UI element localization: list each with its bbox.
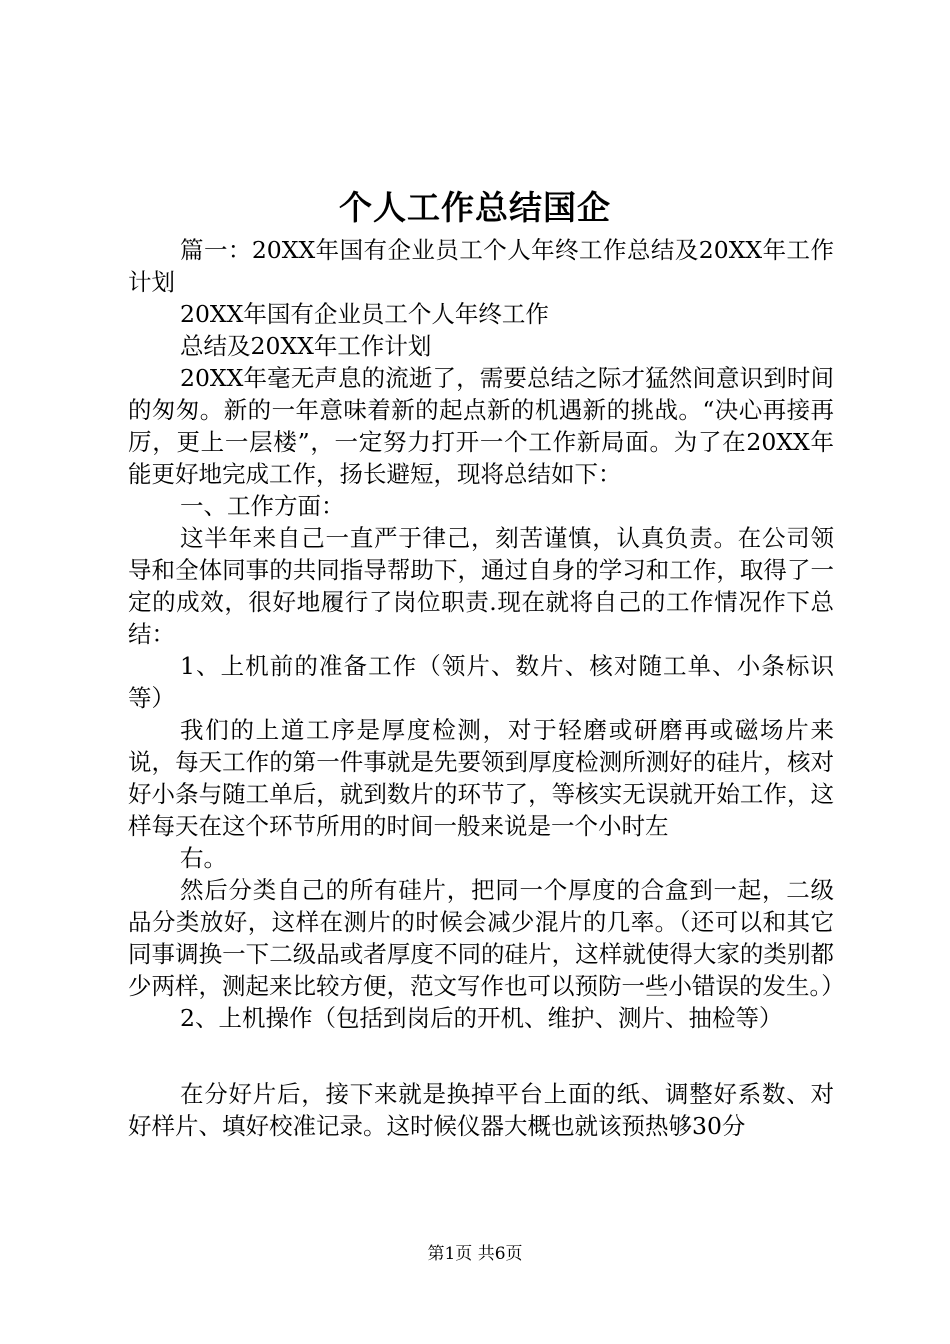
paragraph-subtitle-1: 20XX年国有企业员工个人年终工作 — [180, 300, 549, 328]
document-title: 个人工作总结国企 — [339, 188, 611, 227]
paragraph-subtitle-2: 总结及20XX年工作计划 — [180, 332, 432, 360]
paragraph-prep-continuation: 右。 — [180, 844, 227, 872]
subsection-heading-operation: 2、上机操作（包括到岗后的开机、维护、测片、抽检等） — [180, 1004, 783, 1032]
paragraph-work-summary: 这半年来自己一直严于律己，刻苦谨慎，认真负责。在公司领导和全体同事的共同指导帮助下，通过自身的学习和工作，取得了一定的成效，很好地履行了岗位职责.现在就将自己的工作情况作下总结： — [128, 524, 834, 648]
paragraph-heading-1: 篇一：20XX年国有企业员工个人年终工作总结及20XX年工作计划 — [128, 236, 834, 296]
subsection-heading-prep: 1、上机前的准备工作（领片、数片、核对随工单、小条标识等） — [128, 652, 834, 712]
paragraph-prep-detail: 我们的上道工序是厚度检测，对于轻磨或研磨再或磁场片来说，每天工作的第一件事就是先要领到厚度检测所测好的硅片，核对好小条与随工单后，就到数片的环节了，等核实无误就开始工作，这样每天在这个环节所用的时间一般来说是一个小时左 — [128, 716, 834, 840]
section-heading-work: 一、工作方面： — [180, 492, 345, 520]
page-footer: 第1页 共6页 — [427, 1244, 523, 1264]
document-body — [128, 234, 845, 1142]
paragraph-intro: 20XX年毫无声息的流逝了，需要总结之际才猛然间意识到时间的匆匆。新的一年意味着新的起点新的机遇新的挑战。“决心再接再厉，更上一层楼”，一定努力打开一个工作新局面。为了在20XX年能更好地完成工作，扬长避短，现将总结如下： — [128, 364, 834, 488]
paragraph-operation-detail: 在分好片后，接下来就是换掉平台上面的纸、调整好系数、对好样片、填好校准记录。这时候仪器大概也就该预热够30分 — [128, 1080, 834, 1140]
paragraph-sorting: 然后分类自己的所有硅片，把同一个厚度的合盒到一起，二级品分类放好，这样在测片的时候会减少混片的几率。（还可以和其它同事调换一下二级品或者厚度不同的硅片，这样就使得大家的类别都少两样，测起来比较方便，范文写作也可以预防一些小错误的发生。） — [128, 876, 845, 1000]
